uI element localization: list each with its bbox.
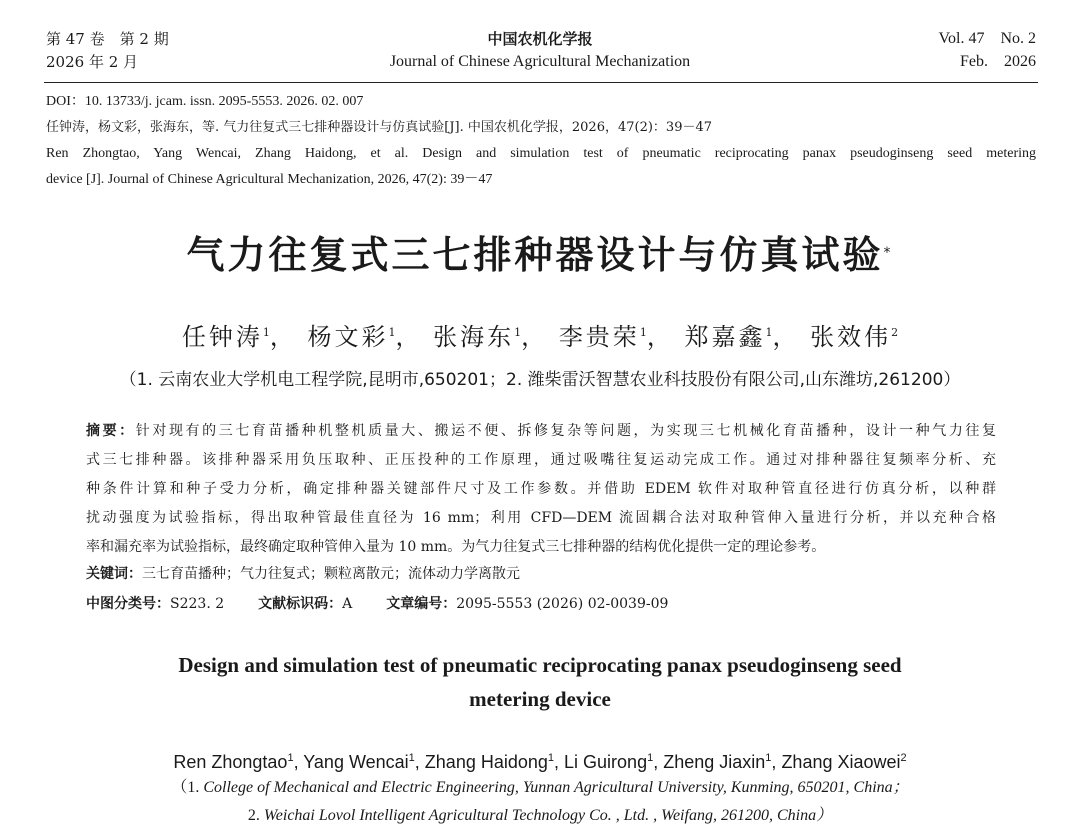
doi-line: DOI：10. 13733/j. jcam. issn. 2095-5553. 2026. 02. 007 [46,94,364,109]
citation-en-line2: device [J]. Journal of Chinese Agricultural Mechanization, 2026, 47(2): 39－47 [46,172,493,187]
page-title-en-line2: metering device [469,687,611,711]
abstract-label: 摘要： [86,423,136,439]
author-cn: 杨文彩$^1$ [307,323,396,351]
author-en: Ren Zhongtao$^1$ [173,752,294,772]
affiliation-en-line1: （1. College of Mechanical and Electric Engineering, Yunnan Agricultural University, Kunming, 650201, China； [171,779,909,796]
author-cn: 任钟涛$^1$ [181,323,270,351]
author-cn: 张海东$^1$ [433,323,522,351]
header-journal-en: Journal of Chinese Agricultural Mechanization [389,53,691,70]
affiliation-cn: （1. 云南农业大学机电工程学院,昆明市,650201；2. 潍柴雷沃智慧农业科技股份有限公司,山东潍坊,261200） [119,370,961,390]
header-date-cn: 2026 年 2 月 [46,53,139,71]
abstract-line: 种条件计算和种子受力分析，确定排种器关键部件尺寸及工作参数。并借助 EDEM 软件对取种管直径进行仿真分析，以种群 [86,481,996,497]
keywords-cn [86,562,520,586]
title-footnote-mark: * [883,245,894,261]
header-volume-issue-cn: 第 47 卷 第 2 期 [46,30,169,48]
header-volume-issue-en: Vol. 47 No. 2 [938,30,1036,47]
citation-cn: 任钟涛，杨文彩，张海东，等. 气力往复式三七排种器设计与仿真试验[J]. 中国农机化学报，2026，47(2)：39－47 [46,120,713,135]
citation-en-line1: Ren Zhongtao, Yang Wencai, Zhang Haidong, et al. Design and simulation test of pneumatic reciprocating panax pseudoginseng seed metering [46,146,1036,161]
abstract-cn [86,417,996,562]
author-cn: 郑嘉鑫$^1$ [684,323,773,351]
doc-code-label: 文献标识码： [258,596,343,612]
title-cn-text: 气力往复式三七排种器设计与仿真试验 [186,233,884,277]
abstract-line: 扰动强度为试验指标，得出取种管最佳直径为 16 mm；利用 CFD—DEM 流固耦合法对取种管伸入量进行分析，并以充种合格 [86,510,996,526]
author-cn: 李贵荣$^1$ [558,323,647,351]
keywords-label: 关键词： [86,566,142,582]
author-en: Zhang Xiaowei$^2$ [781,752,907,772]
author-en: Zheng Jiaxin$^1$ [663,752,772,772]
article-number-label: 文章编号： [386,596,457,612]
clc-label: 中图分类号： [86,596,170,612]
author-en: Zhang Haidong$^1$ [424,752,555,772]
abstract-line: 率和漏充率为试验指标，最终确定取种管伸入量为 10 mm。为气力往复式三七排种器的结构优化提供一定的理论参考。 [86,539,826,555]
classification-line [86,592,668,616]
header-date-en: Feb. 2026 [959,53,1036,70]
page-title-en-line1: Design and simulation test of pneumatic reciprocating panax pseudoginseng seed [178,653,902,677]
doc-code-value: A [342,596,353,612]
authors-en: Ren Zhongtao$^1$, Yang Wencai$^1$, Zhang Haidong$^1$, Li Guirong$^1$, Zheng Jiaxin$^1$, Zhang Xiaowei$^2$ [173,752,907,772]
keywords-value: 三七育苗播种；气力往复式；颗粒离散元；流体动力学离散元 [142,566,520,582]
page-title-cn [0,230,1080,280]
author-en: Yang Wencai$^1$ [303,752,415,772]
affiliation-en-line2: 2. Weichai Lovol Intelligent Agricultural Technology Co. , Ltd. , Weifang, 261200, China） [247,807,833,824]
author-cn: 张效伟$^2$ [810,323,899,351]
authors-cn: 任钟涛$^1$， 杨文彩$^1$， 张海东$^1$， 李贵荣$^1$， 郑嘉鑫$^1$， 张效伟$^2$ [181,323,899,351]
header-rule [44,82,1038,83]
abstract-line: 式三七排种器。该排种器采用负压取种、正压投种的工作原理，通过吸嘴往复运动完成工作。通过对排种器往复频率分析、充 [86,452,996,468]
author-en: Li Guirong$^1$ [564,752,654,772]
clc-value: S223. 2 [170,596,225,612]
article-number-value: 2095-5553 (2026) 02-0039-09 [456,596,669,612]
abstract-line: 摘要：针对现有的三七育苗播种机整机质量大、搬运不便、拆修复杂等问题，为实现三七机械化育苗播种，设计一种气力往复 [86,423,997,439]
header-journal-cn: 中国农机化学报 [487,30,593,48]
